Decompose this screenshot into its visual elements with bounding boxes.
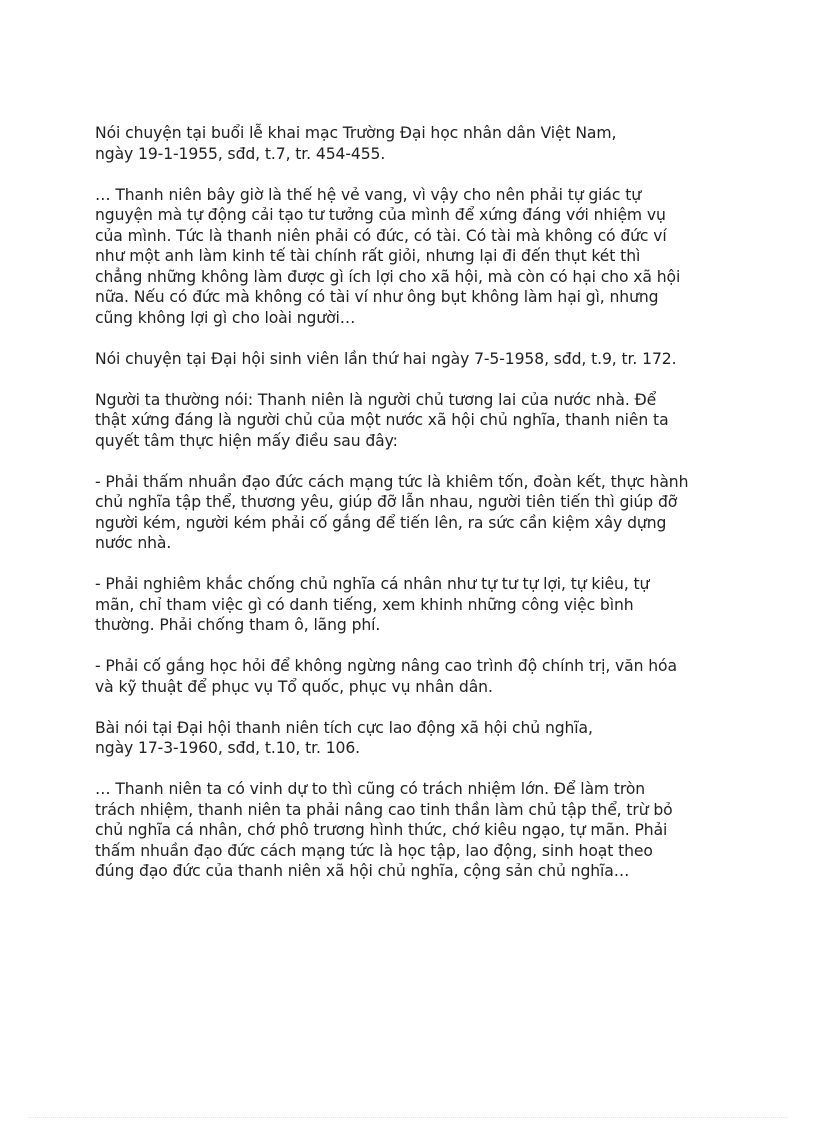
paragraph: [95, 185, 725, 329]
paragraph: [95, 779, 725, 882]
paragraph: [95, 390, 725, 452]
text-line: chủ nghĩa tập thể, thương yêu, giúp đỡ lẫn nhau, người tiên tiến thì giúp đỡ: [95, 493, 678, 511]
text-line: - Phải nghiêm khắc chống chủ nghĩa cá nhân như tự tư tự lợi, tự kiêu, tự: [95, 575, 650, 593]
text-line: nữa. Nếu có đức mà không có tài ví như ông bụt không làm hại gì, nhưng: [95, 288, 659, 306]
text-line: - Phải cố gắng học hỏi để không ngừng nâng cao trình độ chính trị, văn hóa: [95, 657, 677, 675]
text-line: và kỹ thuật để phục vụ Tổ quốc, phục vụ nhân dân.: [95, 677, 493, 696]
text-line: … Thanh niên bây giờ là thế hệ vẻ vang, vì vậy cho nên phải tự giác tự: [95, 185, 641, 204]
text-line: ngày 19-1-1955, sđd, t.7, tr. 454-455.: [95, 144, 386, 163]
paragraph: [95, 656, 725, 697]
text-line: người kém, người kém phải cố gắng để tiến lên, ra sức cần kiệm xây dựng: [95, 513, 667, 532]
text-line: như một anh làm kinh tế tài chính rất giỏi, nhưng lại đi đến thụt két thì: [95, 247, 641, 265]
paragraph: [95, 574, 725, 636]
text-line: chủ nghĩa cá nhân, chớ phô trương hình thức, chớ kiêu ngạo, tự mãn. Phải: [95, 821, 668, 839]
text-line: quyết tâm thực hiện mấy điều sau đây:: [95, 431, 398, 450]
text-line: Người ta thường nói: Thanh niên là người chủ tương lai của nước nhà. Để: [95, 390, 657, 409]
text-line: Nói chuyện tại buổi lễ khai mạc Trường Đại học nhân dân Việt Nam,: [95, 124, 617, 142]
text-line: chẳng những không làm được gì ích lợi cho xã hội, mà còn có hại cho xã hội: [95, 267, 681, 286]
paragraph: [95, 123, 725, 164]
text-line: trách nhiệm, thanh niên ta phải nâng cao tinh thần làm chủ tập thể, trừ bỏ: [95, 800, 673, 819]
paragraph: [95, 718, 725, 759]
text-line: thật xứng đáng là người chủ của một nước xã hội chủ nghĩa, thanh niên ta: [95, 411, 669, 429]
paragraph: [95, 349, 725, 370]
text-line: Bài nói tại Đại hội thanh niên tích cực lao động xã hội chủ nghĩa,: [95, 718, 593, 737]
text-line: nước nhà.: [95, 534, 172, 552]
text-line: mãn, chỉ tham việc gì có danh tiếng, xem khinh những công việc bình: [95, 595, 634, 614]
text-line: nguyện mà tự động cải tạo tư tưởng của mình để xứng đáng với nhiệm vụ: [95, 206, 666, 224]
text-line: ngày 17-3-1960, sđd, t.10, tr. 106.: [95, 739, 361, 757]
text-line: của mình. Tức là thanh niên phải có đức, có tài. Có tài mà không có đức ví: [95, 226, 667, 245]
text-line: Nói chuyện tại Đại hội sinh viên lần thứ hai ngày 7-5-1958, sđd, t.9, tr. 172.: [95, 349, 677, 368]
text-line: thấm nhuần đạo đức cách mạng tức là học tập, lao động, sinh hoạt theo: [95, 841, 653, 860]
text-line: … Thanh niên ta có vinh dự to thì cũng có trách nhiệm lớn. Để làm tròn: [95, 780, 646, 798]
text-line: cũng không lợi gì cho loài người…: [95, 308, 356, 327]
document-body: [95, 123, 725, 902]
page-bottom-divider: [28, 1117, 788, 1118]
paragraph: [95, 472, 725, 554]
text-line: thường. Phải chống tham ô, lãng phí.: [95, 616, 381, 634]
text-line: - Phải thấm nhuần đạo đức cách mạng tức là khiêm tốn, đoàn kết, thực hành: [95, 472, 689, 491]
text-line: đúng đạo đức của thanh niên xã hội chủ nghĩa, cộng sản chủ nghĩa…: [95, 862, 630, 880]
